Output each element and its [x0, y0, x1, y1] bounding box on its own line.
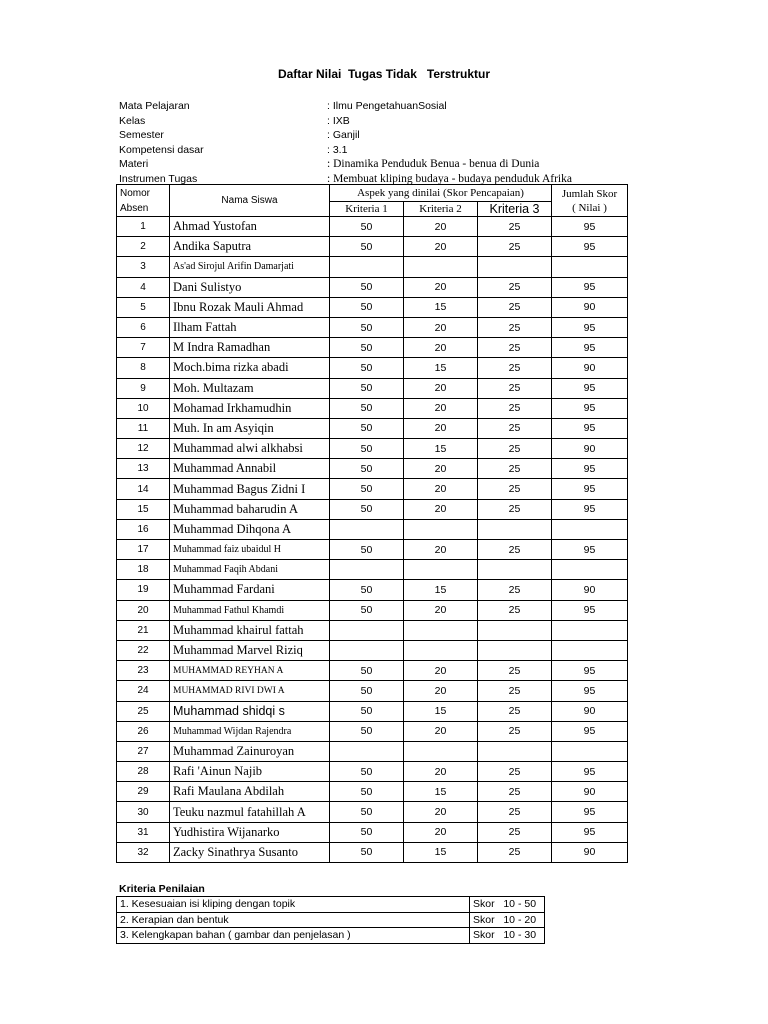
cell-nama-siswa: Muhammad Bagus Zidni I: [170, 479, 330, 499]
cell-kriteria-1: 50: [330, 600, 404, 620]
cell-kriteria-2: 15: [404, 439, 478, 459]
criteria-body: [117, 897, 545, 944]
cell-kriteria-2: 15: [404, 782, 478, 802]
cell-kriteria-2: 20: [404, 681, 478, 701]
cell-kriteria-3: 25: [478, 721, 552, 741]
criteria-description: 3. Kelengkapan bahan ( gambar dan penjelasan ): [117, 928, 470, 944]
cell-nama-siswa: Muhammad Marvel Riziq: [170, 640, 330, 660]
cell-kriteria-1: 50: [330, 338, 404, 358]
info-value: : Membuat kliping budaya - budaya penduduk Afrika: [327, 172, 572, 185]
criteria-title: Kriteria Penilaian: [119, 883, 205, 895]
table-row: [117, 378, 628, 398]
cell-kriteria-1: 50: [330, 802, 404, 822]
criteria-table: [116, 896, 545, 944]
cell-kriteria-3: 25: [478, 802, 552, 822]
cell-kriteria-2: 20: [404, 540, 478, 560]
cell-nomor: 4: [117, 277, 170, 297]
cell-nama-siswa: Mohamad Irkhamudhin: [170, 398, 330, 418]
cell-nomor: 2: [117, 237, 170, 257]
table-row: [117, 398, 628, 418]
cell-kriteria-2: [404, 640, 478, 660]
cell-kriteria-3: 25: [478, 358, 552, 378]
criteria-score: Skor 10 - 50: [470, 897, 545, 913]
cell-kriteria-3: 25: [478, 600, 552, 620]
info-label: Kompetensi dasar: [119, 143, 204, 156]
cell-jumlah-skor: 95: [552, 277, 628, 297]
table-row: [117, 580, 628, 600]
cell-kriteria-1: 50: [330, 701, 404, 721]
cell-kriteria-3: 25: [478, 842, 552, 862]
cell-kriteria-3: 25: [478, 701, 552, 721]
cell-jumlah-skor: 95: [552, 418, 628, 438]
cell-kriteria-2: 15: [404, 701, 478, 721]
cell-kriteria-3: 25: [478, 681, 552, 701]
header-kriteria-3: Kriteria 3: [478, 202, 552, 217]
cell-kriteria-2: [404, 620, 478, 640]
cell-nomor: 12: [117, 439, 170, 459]
info-value: : IXB: [327, 114, 350, 127]
cell-nama-siswa: Ibnu Rozak Mauli Ahmad: [170, 297, 330, 317]
cell-kriteria-3: 25: [478, 378, 552, 398]
criteria-description: 2. Kerapian dan bentuk: [117, 912, 470, 928]
header-nomor-absen: [117, 185, 170, 217]
cell-kriteria-1: 50: [330, 762, 404, 782]
cell-nomor: 30: [117, 802, 170, 822]
cell-nama-siswa: Muhammad Wijdan Rajendra: [170, 721, 330, 741]
cell-jumlah-skor: [552, 741, 628, 761]
table-row: [117, 237, 628, 257]
cell-kriteria-1: 50: [330, 822, 404, 842]
cell-kriteria-2: 15: [404, 297, 478, 317]
table-row: [117, 479, 628, 499]
grades-table: [116, 184, 628, 863]
cell-kriteria-2: 20: [404, 217, 478, 237]
cell-kriteria-1: 50: [330, 277, 404, 297]
cell-kriteria-1: 50: [330, 237, 404, 257]
cell-kriteria-1: 50: [330, 297, 404, 317]
cell-kriteria-1: 50: [330, 721, 404, 741]
cell-kriteria-2: 15: [404, 842, 478, 862]
cell-kriteria-2: 20: [404, 721, 478, 741]
cell-nomor: 15: [117, 499, 170, 519]
cell-jumlah-skor: [552, 640, 628, 660]
cell-nomor: 23: [117, 661, 170, 681]
cell-nama-siswa: Muhammad shidqi s: [170, 701, 330, 721]
cell-kriteria-3: [478, 640, 552, 660]
cell-kriteria-1: 50: [330, 782, 404, 802]
info-label: Instrumen Tugas: [119, 172, 198, 185]
cell-kriteria-3: [478, 560, 552, 580]
table-row: [117, 681, 628, 701]
cell-kriteria-2: [404, 741, 478, 761]
cell-kriteria-1: [330, 519, 404, 539]
table-row: [117, 297, 628, 317]
cell-kriteria-1: [330, 640, 404, 660]
cell-nomor: 10: [117, 398, 170, 418]
criteria-score: Skor 10 - 30: [470, 928, 545, 944]
header-aspek: Aspek yang dinilai (Skor Pencapaian): [330, 185, 552, 202]
cell-nomor: 31: [117, 822, 170, 842]
cell-nama-siswa: Rafi 'Ainun Najib: [170, 762, 330, 782]
criteria-row: [117, 897, 545, 913]
cell-kriteria-3: 25: [478, 237, 552, 257]
cell-jumlah-skor: 95: [552, 762, 628, 782]
criteria-row: [117, 928, 545, 944]
cell-nama-siswa: Muhammad Fardani: [170, 580, 330, 600]
cell-kriteria-1: 50: [330, 681, 404, 701]
cell-kriteria-3: 25: [478, 661, 552, 681]
cell-nama-siswa: Muhammad Fathul Khamdi: [170, 600, 330, 620]
cell-jumlah-skor: 95: [552, 802, 628, 822]
cell-kriteria-3: [478, 620, 552, 640]
cell-kriteria-3: 25: [478, 580, 552, 600]
cell-nomor: 8: [117, 358, 170, 378]
header-nama-siswa: Nama Siswa: [170, 185, 330, 217]
cell-nama-siswa: Ilham Fattah: [170, 317, 330, 337]
table-row: [117, 540, 628, 560]
cell-kriteria-2: 20: [404, 661, 478, 681]
cell-kriteria-1: 50: [330, 317, 404, 337]
cell-kriteria-3: 25: [478, 398, 552, 418]
cell-nama-siswa: Muhammad Annabil: [170, 459, 330, 479]
cell-kriteria-3: 25: [478, 439, 552, 459]
cell-kriteria-1: 50: [330, 661, 404, 681]
cell-jumlah-skor: 95: [552, 661, 628, 681]
cell-jumlah-skor: [552, 519, 628, 539]
cell-kriteria-2: 20: [404, 317, 478, 337]
cell-kriteria-1: 50: [330, 580, 404, 600]
cell-jumlah-skor: 95: [552, 338, 628, 358]
cell-kriteria-3: 25: [478, 782, 552, 802]
cell-nama-siswa: Andika Saputra: [170, 237, 330, 257]
table-row: [117, 802, 628, 822]
table-row: [117, 217, 628, 237]
cell-jumlah-skor: 90: [552, 439, 628, 459]
cell-jumlah-skor: 95: [552, 479, 628, 499]
cell-nama-siswa: Zacky Sinathrya Susanto: [170, 842, 330, 862]
info-label: Semester: [119, 129, 164, 142]
cell-nomor: 5: [117, 297, 170, 317]
cell-kriteria-2: 20: [404, 822, 478, 842]
cell-nomor: 6: [117, 317, 170, 337]
header-jumlah-skor: [552, 185, 628, 217]
cell-kriteria-3: 25: [478, 277, 552, 297]
table-row: [117, 600, 628, 620]
cell-kriteria-3: [478, 741, 552, 761]
cell-nomor: 22: [117, 640, 170, 660]
table-row: [117, 842, 628, 862]
cell-nomor: 13: [117, 459, 170, 479]
cell-nomor: 19: [117, 580, 170, 600]
cell-nama-siswa: MUHAMMAD REYHAN A: [170, 661, 330, 681]
cell-nomor: 32: [117, 842, 170, 862]
cell-nomor: 27: [117, 741, 170, 761]
table-row: [117, 762, 628, 782]
table-row: [117, 640, 628, 660]
cell-jumlah-skor: 95: [552, 317, 628, 337]
cell-kriteria-3: 25: [478, 217, 552, 237]
info-value: : Ganjil: [327, 129, 360, 142]
cell-kriteria-3: 25: [478, 822, 552, 842]
cell-kriteria-1: 50: [330, 398, 404, 418]
cell-nama-siswa: Yudhistira Wijanarko: [170, 822, 330, 842]
cell-kriteria-1: 50: [330, 358, 404, 378]
cell-jumlah-skor: 95: [552, 378, 628, 398]
cell-nomor: 26: [117, 721, 170, 741]
cell-kriteria-1: 50: [330, 459, 404, 479]
cell-kriteria-1: 50: [330, 418, 404, 438]
cell-nomor: 11: [117, 418, 170, 438]
table-row: [117, 358, 628, 378]
document-title: Daftar Nilai Tugas Tidak Terstruktur: [277, 67, 491, 81]
cell-kriteria-3: 25: [478, 499, 552, 519]
cell-kriteria-1: 50: [330, 479, 404, 499]
table-row: [117, 317, 628, 337]
cell-kriteria-1: 50: [330, 439, 404, 459]
cell-kriteria-2: 20: [404, 459, 478, 479]
cell-nomor: 20: [117, 600, 170, 620]
cell-nama-siswa: Muhammad alwi alkhabsi: [170, 439, 330, 459]
cell-kriteria-2: 20: [404, 762, 478, 782]
info-value: : Dinamika Penduduk Benua - benua di Dunia: [327, 158, 540, 171]
cell-jumlah-skor: 95: [552, 459, 628, 479]
cell-nama-siswa: Muh. In am Asyiqin: [170, 418, 330, 438]
cell-kriteria-2: 20: [404, 398, 478, 418]
cell-nama-siswa: Ahmad Yustofan: [170, 217, 330, 237]
cell-kriteria-3: 25: [478, 338, 552, 358]
cell-kriteria-1: 50: [330, 540, 404, 560]
cell-jumlah-skor: [552, 257, 628, 277]
cell-kriteria-2: 15: [404, 580, 478, 600]
cell-nama-siswa: Moh. Multazam: [170, 378, 330, 398]
table-row: [117, 661, 628, 681]
cell-jumlah-skor: 95: [552, 540, 628, 560]
cell-nomor: 21: [117, 620, 170, 640]
cell-nomor: 25: [117, 701, 170, 721]
table-row: [117, 439, 628, 459]
cell-nama-siswa: MUHAMMAD RIVI DWI A: [170, 681, 330, 701]
cell-jumlah-skor: 90: [552, 580, 628, 600]
cell-nomor: 9: [117, 378, 170, 398]
cell-kriteria-3: [478, 519, 552, 539]
cell-kriteria-2: 20: [404, 600, 478, 620]
criteria-score: Skor 10 - 20: [470, 912, 545, 928]
cell-kriteria-2: 20: [404, 378, 478, 398]
header-nomor: Nomor: [120, 187, 151, 199]
grades-body: [117, 217, 628, 863]
cell-nomor: 18: [117, 560, 170, 580]
cell-kriteria-1: [330, 741, 404, 761]
cell-kriteria-2: [404, 519, 478, 539]
cell-jumlah-skor: 95: [552, 398, 628, 418]
cell-nomor: 24: [117, 681, 170, 701]
table-row: [117, 257, 628, 277]
table-row: [117, 519, 628, 539]
cell-kriteria-1: [330, 560, 404, 580]
table-row: [117, 620, 628, 640]
cell-jumlah-skor: 95: [552, 822, 628, 842]
cell-jumlah-skor: 90: [552, 358, 628, 378]
cell-jumlah-skor: 95: [552, 600, 628, 620]
cell-jumlah-skor: 95: [552, 681, 628, 701]
info-label: Mata Pelajaran: [119, 100, 190, 112]
header-kriteria-2: Kriteria 2: [404, 202, 478, 217]
criteria-description: 1. Kesesuaian isi kliping dengan topik: [117, 897, 470, 913]
info-label: Materi: [119, 158, 149, 171]
cell-kriteria-1: 50: [330, 842, 404, 862]
cell-nama-siswa: Muhammad Zainuroyan: [170, 741, 330, 761]
cell-kriteria-2: 20: [404, 802, 478, 822]
cell-nomor: 16: [117, 519, 170, 539]
cell-nama-siswa: Muhammad baharudin A: [170, 499, 330, 519]
cell-nomor: 3: [117, 257, 170, 277]
info-value: : 3.1: [327, 143, 348, 156]
cell-jumlah-skor: [552, 560, 628, 580]
cell-nama-siswa: M Indra Ramadhan: [170, 338, 330, 358]
cell-jumlah-skor: 95: [552, 499, 628, 519]
cell-nama-siswa: Muhammad faiz ubaidul H: [170, 540, 330, 560]
cell-kriteria-1: 50: [330, 378, 404, 398]
cell-kriteria-2: 20: [404, 338, 478, 358]
table-row: [117, 560, 628, 580]
cell-nama-siswa: Muhammad Faqih Abdani: [170, 560, 330, 580]
cell-kriteria-3: 25: [478, 317, 552, 337]
cell-jumlah-skor: 95: [552, 721, 628, 741]
cell-nama-siswa: Muhammad khairul fattah: [170, 620, 330, 640]
cell-kriteria-2: 20: [404, 479, 478, 499]
cell-nomor: 28: [117, 762, 170, 782]
criteria-row: [117, 912, 545, 928]
header-absen: Absen: [120, 202, 149, 214]
table-row: [117, 741, 628, 761]
cell-kriteria-3: 25: [478, 418, 552, 438]
cell-kriteria-2: [404, 257, 478, 277]
table-row: [117, 782, 628, 802]
info-label: Kelas: [119, 114, 146, 127]
cell-kriteria-2: 20: [404, 277, 478, 297]
cell-jumlah-skor: 90: [552, 701, 628, 721]
table-row: [117, 338, 628, 358]
table-row: [117, 459, 628, 479]
table-row: [117, 499, 628, 519]
cell-nomor: 29: [117, 782, 170, 802]
cell-kriteria-1: [330, 620, 404, 640]
header-jumlah: Jumlah Skor: [561, 187, 618, 200]
cell-jumlah-skor: [552, 620, 628, 640]
cell-nama-siswa: Rafi Maulana Abdilah: [170, 782, 330, 802]
cell-nama-siswa: Muhammad Dihqona A: [170, 519, 330, 539]
cell-kriteria-1: [330, 257, 404, 277]
cell-jumlah-skor: 95: [552, 217, 628, 237]
info-value: : Ilmu PengetahuanSosial: [327, 100, 447, 112]
cell-kriteria-3: 25: [478, 540, 552, 560]
cell-kriteria-1: 50: [330, 217, 404, 237]
table-row: [117, 701, 628, 721]
cell-jumlah-skor: 90: [552, 297, 628, 317]
cell-kriteria-3: 25: [478, 297, 552, 317]
table-row: [117, 721, 628, 741]
cell-nomor: 7: [117, 338, 170, 358]
header-nilai: ( Nilai ): [572, 201, 607, 214]
cell-kriteria-3: 25: [478, 479, 552, 499]
cell-kriteria-2: 15: [404, 358, 478, 378]
table-row: [117, 822, 628, 842]
header-kriteria-1: Kriteria 1: [330, 202, 404, 217]
cell-jumlah-skor: 95: [552, 237, 628, 257]
cell-nomor: 17: [117, 540, 170, 560]
table-row: [117, 277, 628, 297]
cell-kriteria-3: [478, 257, 552, 277]
cell-jumlah-skor: 90: [552, 842, 628, 862]
cell-kriteria-3: 25: [478, 459, 552, 479]
cell-nomor: 1: [117, 217, 170, 237]
cell-nama-siswa: Moch.bima rizka abadi: [170, 358, 330, 378]
cell-kriteria-2: 20: [404, 499, 478, 519]
cell-kriteria-3: 25: [478, 762, 552, 782]
cell-nama-siswa: Dani Sulistyo: [170, 277, 330, 297]
cell-jumlah-skor: 90: [552, 782, 628, 802]
cell-nama-siswa: Teuku nazmul fatahillah A: [170, 802, 330, 822]
cell-kriteria-1: 50: [330, 499, 404, 519]
cell-kriteria-2: 20: [404, 237, 478, 257]
cell-kriteria-2: 20: [404, 418, 478, 438]
cell-nama-siswa: As'ad Sirojul Arifin Damarjati: [170, 257, 330, 277]
table-row: [117, 418, 628, 438]
cell-kriteria-2: [404, 560, 478, 580]
cell-nomor: 14: [117, 479, 170, 499]
